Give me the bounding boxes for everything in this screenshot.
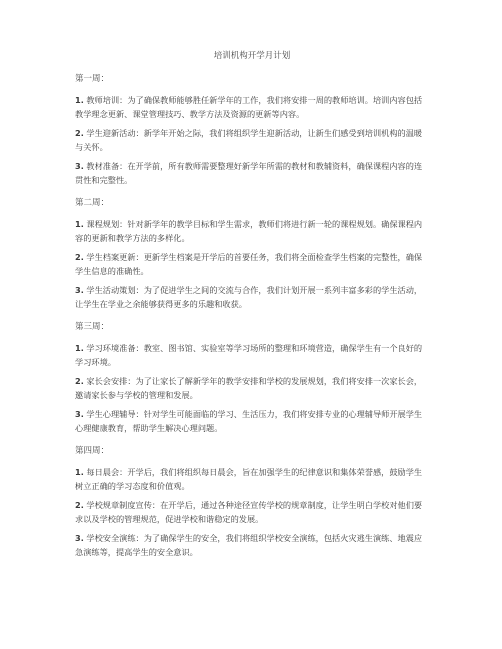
- plan-item: [75, 284, 429, 311]
- week-heading: 第一周：: [75, 74, 110, 84]
- item-number: 3.: [75, 409, 84, 419]
- item-text: 学校安全演练：为了确保学生的安全，我们将组织学校安全演练，包括火灾逃生演练、地震应急演练等，提高学生的安全意识。: [75, 533, 423, 557]
- item-number: 2.: [75, 500, 84, 510]
- item-text: 教师培训：为了确保教师能够胜任新学年的工作，我们将安排一周的教师培训。培训内容包括教学理念更新、课堂管理技巧、教学方法及资源的更新等内容。: [75, 95, 423, 119]
- week-heading: 第四周：: [75, 446, 110, 456]
- item-number: 3.: [75, 533, 84, 543]
- item-number: 3.: [75, 161, 84, 171]
- week-section-2: [75, 197, 429, 311]
- item-number: 3.: [75, 285, 84, 295]
- week-section-3: [75, 321, 429, 435]
- plan-item: [75, 499, 429, 526]
- plan-item: [75, 127, 429, 154]
- item-number: 2.: [75, 252, 84, 262]
- week-heading: 第三周：: [75, 322, 110, 332]
- plan-item: [75, 408, 429, 435]
- item-number: 2.: [75, 128, 84, 138]
- item-text: 学生档案更新：更新学生档案是开学后的首要任务，我们将全面检查学生档案的完整性，确保学生信息的准确性。: [75, 252, 423, 276]
- item-number: 1.: [75, 467, 84, 477]
- item-number: 1.: [75, 219, 84, 229]
- item-number: 1.: [75, 343, 84, 353]
- week-section-4: [75, 445, 429, 559]
- item-text: 学习环境准备：教室、图书馆、实验室等学习场所的整理和环境营造，确保学生有一个良好的学习环境。: [75, 343, 423, 367]
- week-heading: 第二周：: [75, 198, 110, 208]
- item-number: 1.: [75, 95, 84, 105]
- item-text: 教材准备：在开学前，所有教师需要整理好新学年所需的教材和教辅资料，确保课程内容的连贯性和完整性。: [75, 161, 423, 185]
- item-text: 学校规章制度宣传：在开学后，通过各种途径宣传学校的规章制度，让学生明白学校对他们要求以及学校的管理规范，促进学校和谐稳定的发展。: [75, 500, 423, 524]
- plan-item: [75, 532, 429, 559]
- plan-item: [75, 342, 429, 369]
- item-text: 家长会安排：为了让家长了解新学年的教学安排和学校的发展规划，我们将安排一次家长会，邀请家长参与学校的管理和发展。: [75, 376, 423, 400]
- item-text: 学生迎新活动：新学年开始之际，我们将组织学生迎新活动，让新生们感受到培训机构的温暖与关怀。: [75, 128, 423, 152]
- item-text: 学生心理辅导：针对学生可能面临的学习、生活压力，我们将安排专业的心理辅导师开展学生心理健康教育，帮助学生解决心理问题。: [75, 409, 423, 433]
- item-text: 课程规划：针对新学年的教学目标和学生需求，教师们将进行新一轮的课程规划。确保课程内容的更新和教学方法的多样化。: [75, 219, 423, 243]
- item-text: 每日晨会：开学后，我们将组织每日晨会，旨在加强学生的纪律意识和集体荣誉感，鼓励学生树立正确的学习态度和价值观。: [75, 467, 423, 491]
- plan-item: [75, 218, 429, 245]
- plan-item: [75, 160, 429, 187]
- plan-item: [75, 375, 429, 402]
- plan-item: [75, 251, 429, 278]
- item-number: 2.: [75, 376, 84, 386]
- item-text: 学生活动策划：为了促进学生之间的交流与合作，我们计划开展一系列丰富多彩的学生活动，让学生在学业之余能够获得更多的乐趣和收获。: [75, 285, 423, 309]
- plan-item: [75, 94, 429, 121]
- document-title: 培训机构开学月计划: [213, 51, 291, 61]
- plan-item: [75, 466, 429, 493]
- week-section-1: [75, 73, 429, 187]
